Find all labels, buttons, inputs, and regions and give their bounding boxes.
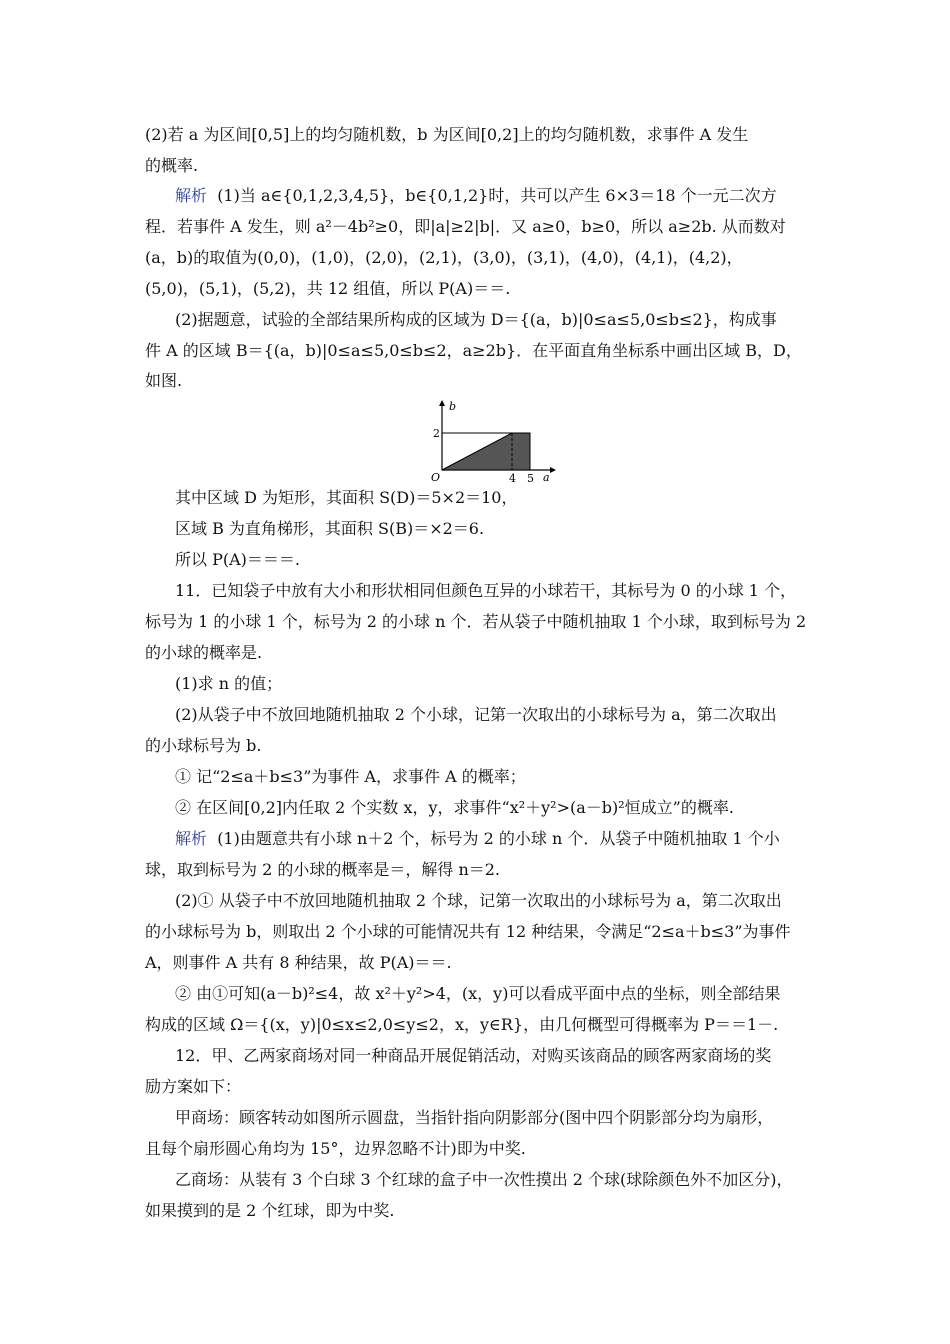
solution-2-line-3: 如图.	[145, 371, 183, 390]
solution-text: (1)由题意共有小球 n＋2 个，标号为 2 的小球 n 个．从袋子中随机抽取 1 个小	[217, 829, 780, 848]
solution-2-line-1: (2)据题意，试验的全部结果所构成的区域为 D＝{(a，b)|0≤a≤5,0≤b≤2}，构成事	[175, 310, 777, 329]
question-11-line-1: 11．已知袋子中放有大小和形状相同但颜色互异的小球若干，其标号为 0 的小球 1 个，	[175, 581, 797, 600]
question-11-line-2: 标号为 1 的小球 1 个，标号为 2 的小球 n 个．若从袋子中随机抽取 1 个小球，取到标号为 2	[145, 612, 807, 631]
x-tick-5: 5	[527, 472, 534, 485]
region-b-trapezoid	[442, 433, 530, 470]
solution-1-line-4: (5,0)，(5,1)，(5,2)，共 12 组值，所以 P(A)＝＝.	[145, 279, 511, 298]
question-12-line-2: 励方案如下：	[145, 1077, 242, 1096]
area-line-1: 其中区域 D 为矩形，其面积 S(D)＝5×2＝10，	[175, 488, 518, 507]
solution-1-line-1	[175, 186, 777, 206]
region-figure	[420, 398, 560, 488]
question-11-part-1: (1)求 n 的值；	[175, 674, 283, 693]
solution-text: (1)当 a∈{0,1,2,3,4,5}，b∈{0,1,2}时，共可以产生 6×3＝18 个一元二次方	[217, 186, 777, 205]
solution-4-line-1: (2)① 从袋子中不放回地随机抽取 2 个球，记第一次取出的小球标号为 a，第二次取出	[175, 891, 782, 910]
x-axis-arrow-icon	[550, 467, 556, 473]
store-yi-line-1: 乙商场：从装有 3 个白球 3 个红球的盒子中一次性摸出 2 个球(球除颜色外不加区分)，	[175, 1170, 793, 1189]
question-11-sub-2: ② 在区间[0,2]内任取 2 个实数 x，y，求事件“x²＋y²>(a－b)²恒成立”的概率.	[175, 798, 734, 817]
problem-part-2-line-1: (2)若 a 为区间[0,5]上的均匀随机数，b 为区间[0,2]上的均匀随机数，求事件 A 发生	[145, 125, 749, 144]
solution-1-line-3: (a，b)的取值为(0,0)，(1,0)，(2,0)，(2,1)，(3,0)，(3,1)，(4,0)，(4,1)，(4,2)，	[145, 248, 743, 267]
solution-2-line-2: 件 A 的区域 B＝{(a，b)|0≤a≤5,0≤b≤2，a≥2b}．在平面直角坐标系中画出区域 B，D，	[145, 341, 802, 360]
area-line-2: 区域 B 为直角梯形，其面积 S(B)＝×2＝6.	[175, 519, 485, 538]
area-line-3: 所以 P(A)＝＝＝.	[175, 550, 300, 569]
x-tick-4: 4	[509, 472, 516, 485]
solution-5-line-2: 构成的区域 Ω＝{(x，y)|0≤x≤2,0≤y≤2，x，y∈R}，由几何概型可得概率为 P＝＝1－.	[145, 1015, 779, 1034]
store-jia-line-2: 且每个扇形圆心角均为 15°，边界忽略不计)即为中奖.	[145, 1139, 526, 1158]
solution-1-line-2: 程．若事件 A 发生，则 a²－4b²≥0，即|a|≥2|b|．又 a≥0，b≥0，所以 a≥2b. 从而数对	[145, 217, 786, 236]
solution-4-line-2: 的小球标号为 b，则取出 2 个小球的可能情况共有 12 种结果，令满足“2≤a＋b≤3”为事件	[145, 922, 791, 941]
solution-label: 解析	[175, 186, 208, 205]
store-yi-line-2: 如果摸到的是 2 个红球，即为中奖.	[145, 1201, 395, 1220]
question-11-sub-1: ① 记“2≤a＋b≤3”为事件 A，求事件 A 的概率；	[175, 767, 526, 786]
x-axis-label: a	[543, 471, 550, 484]
y-axis-label: b	[449, 400, 457, 413]
y-tick-2: 2	[433, 427, 440, 440]
solution-3-line-2: 球，取到标号为 2 的小球的概率是＝，解得 n＝2.	[145, 860, 501, 879]
question-11-line-3: 的小球的概率是.	[145, 643, 263, 662]
question-11-part-2-line-2: 的小球标号为 b.	[145, 736, 262, 755]
store-jia-line-1: 甲商场：顾客转动如图所示圆盘，当指针指向阴影部分(图中四个阴影部分均为扇形，	[175, 1108, 774, 1127]
solution-4-line-3: A，则事件 A 共有 8 种结果，故 P(A)＝＝.	[145, 953, 452, 972]
problem-part-2-line-2: 的概率.	[145, 156, 199, 175]
question-11-part-2-line-1: (2)从袋子中不放回地随机抽取 2 个小球，记第一次取出的小球标号为 a，第二次取出	[175, 705, 777, 724]
y-axis-arrow-icon	[439, 400, 445, 406]
solution-3-line-1	[175, 829, 780, 849]
solution-label: 解析	[175, 829, 208, 848]
question-12-line-1: 12．甲、乙两家商场对同一种商品开展促销活动，对购买该商品的顾客两家商场的奖	[175, 1046, 772, 1065]
solution-5-line-1: ② 由①可知(a－b)²≤4，故 x²＋y²>4，(x，y)可以看成平面中点的坐标，则全部结果	[175, 984, 781, 1003]
origin-label: O	[431, 471, 441, 484]
